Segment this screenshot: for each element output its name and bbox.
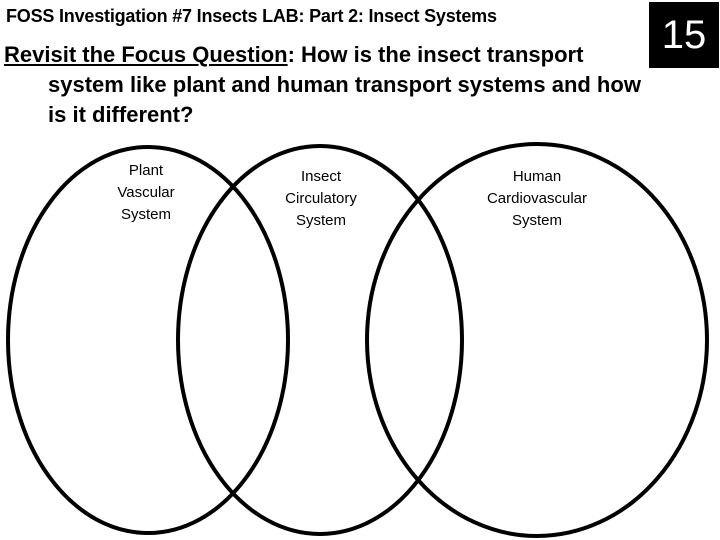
focus-question-line3: is it different? [48, 102, 194, 127]
human-label-line1: Human [512, 168, 562, 185]
insect-circulatory-label [251, 166, 391, 232]
plant-vascular-label [76, 160, 216, 226]
page-number-badge: 15 [649, 2, 719, 68]
insect-label-line1: Insect [300, 168, 342, 185]
human-label-line2: Cardiovascular [486, 190, 588, 207]
insect-label-line3: System [295, 212, 346, 229]
plant-label-line2: Vascular [117, 184, 175, 201]
focus-question-line2: system like plant and human transport systems and how [48, 72, 641, 97]
focus-question-line1: : How is the insect transport [287, 42, 584, 67]
worksheet-title: FOSS Investigation #7 Insects LAB: Part 2: Insect Systems [6, 6, 497, 26]
human-cardiovascular-label [467, 166, 607, 232]
human-label-line3: System [511, 212, 562, 229]
focus-question-label: Revisit the Focus Question [4, 42, 288, 67]
insect-label-line2: Circulatory [285, 190, 357, 207]
plant-label-line1: Plant [128, 162, 164, 179]
plant-label-line3: System [120, 206, 171, 223]
